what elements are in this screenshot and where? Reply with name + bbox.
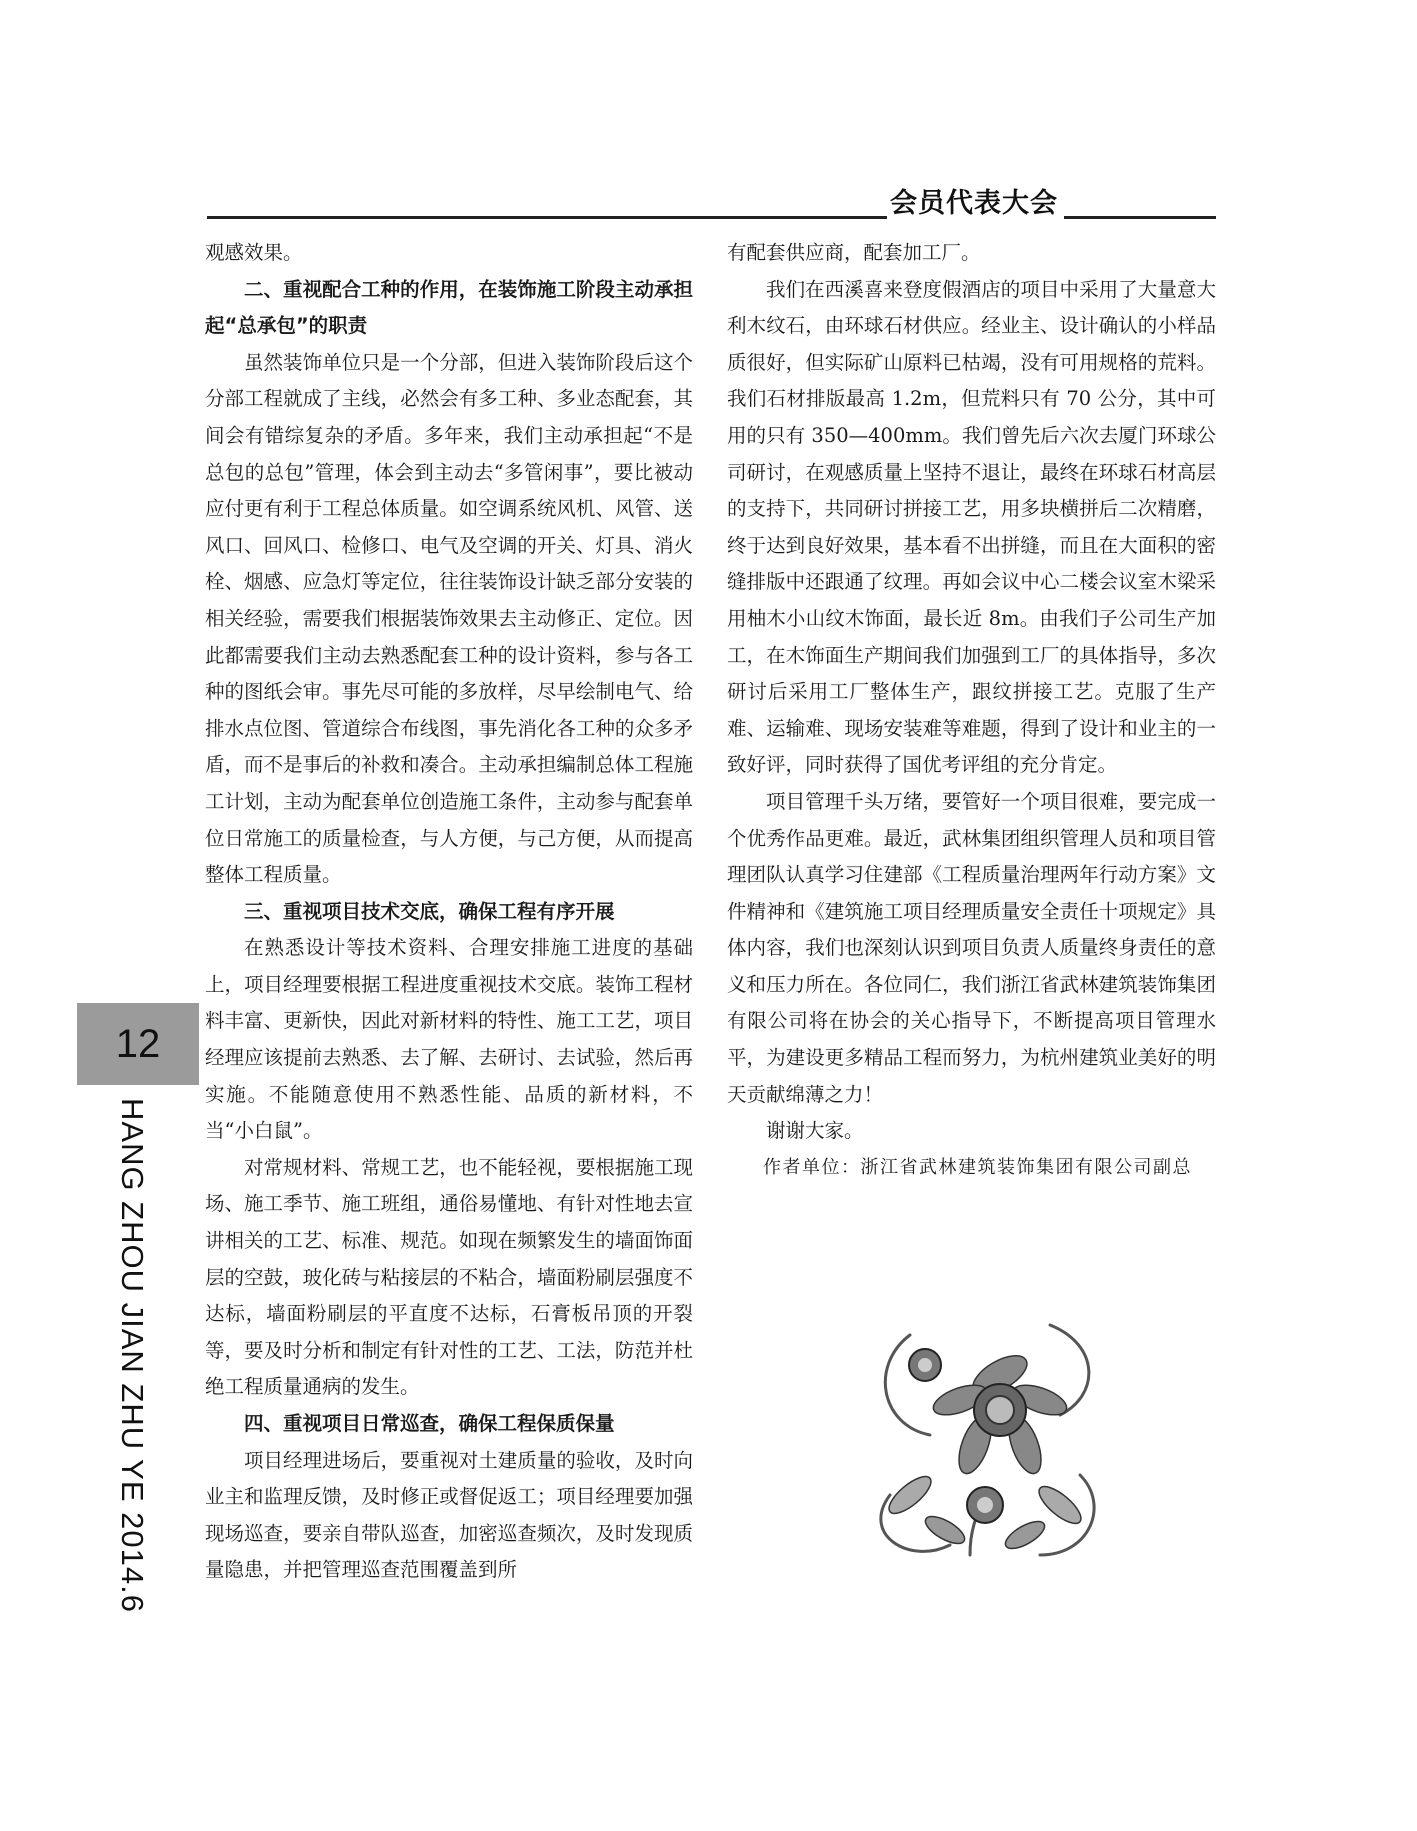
paragraph: 在熟悉设计等技术资料、合理安排施工进度的基础上，项目经理要根据工程进度重视技术交底。装饰工程材料丰富、更新快，因此对新材料的特性、施工工艺，项目经理应该提前去熟悉、去了解、去研讨、去试验，然后再实施。不能随意使用不熟悉性能、品质的新材料，不当“小白鼠”。 [205, 936, 693, 1143]
paragraph: 有配套供应商，配套加工厂。 [727, 241, 981, 264]
page-number: 12 [77, 1003, 199, 1085]
left-column [205, 235, 693, 1589]
journal-name-vertical: HANG ZHOU JIAN ZHU YE 2014.6 [115, 1098, 150, 1613]
flower-ornament-icon [850, 1305, 1115, 1570]
paragraph: 项目管理千头万绪，要管好一个项目很难，要完成一个优秀作品更难。最近，武林集团组织管理人员和项目管理团队认真学习住建部《工程质量治理两年行动方案》文件精神和《建筑施工项目经理质量安全责任十项规定》具体内容，我们也深刻认识到项目负责人质量终身责任的意义和压力所在。各位同仁，我们浙江省武林建筑装饰集团有限公司将在协会的关心指导下，不断提高项目管理水平，为建设更多精品工程而努力，为杭州建筑业美好的明天贡献绵薄之力！ [727, 789, 1216, 1106]
paragraph: 我们在西溪喜来登度假酒店的项目中采用了大量意大利木纹石，由环球石材供应。经业主、设计确认的小样品质很好，但实际矿山原料已枯竭，没有可用规格的荒料。我们石材排版最高 1.2m，但荒料只有 70 公分，其中可用的只有 350—400mm。我们曾先后六次去厦门环球公司研讨，在观感质量上坚持不退让，最终在环球石材高层的支持下，共同研讨拼接工艺，用多块横拼后二次精磨，终于达到良好效果，基本看不出拼缝，而且在大面积的密缝排版中还跟通了纹理。再如会议中心二楼会议室木梁采用柚木小山纹木饰面，最长近 8m。由我们子公司生产加工，在木饰面生产期间我们加强到工厂的具体指导，多次研讨后采用工厂整体生产，跟纹拼接工艺。克服了生产难、运输难、现场安装难等难题，得到了设计和业主的一致好评，同时获得了国优考评组的充分肯定。 [727, 277, 1216, 777]
header-rule-right [1064, 216, 1216, 219]
paragraph: 对常规材料、常规工艺，也不能轻视，要根据施工现场、施工季节、施工班组，通俗易懂地、有针对性地去宣讲相关的工艺、标准、规范。如现在频繁发生的墙面饰面层的空鼓，玻化砖与粘接层的不粘合，墙面粉刷层强度不达标，墙面粉刷层的平直度不达标，石膏板吊顶的开裂等，要及时分析和制定有针对性的工艺、工法，防范并杜绝工程质量通病的发生。 [205, 1155, 693, 1399]
section-heading-3: 三、重视项目技术交底，确保工程有序开展 [244, 899, 615, 923]
author-affiliation: 作者单位：浙江省武林建筑装饰集团有限公司副总 [763, 1156, 1192, 1178]
section-heading-4: 四、重视项目日常巡查，确保工程保质保量 [244, 1412, 615, 1435]
paragraph: 虽然装饰单位只是一个分部，但进入装饰阶段后这个分部工程就成了主线，必然会有多工种、多业态配套，其间会有错综复杂的矛盾。多年来，我们主动承担起“不是总包的总包”管理，体会到主动去“多管闲事”，要比被动应付更有利于工程总体质量。如空调系统风机、风管、送风口、回风口、检修口、电气及空调的开关、灯具、消火栓、烟感、应急灯等定位，往往装饰设计缺乏部分安装的相关经验，需要我们根据装饰效果去主动修正、定位。因此都需要我们主动去熟悉配套工种的设计资料，参与各工种的图纸会审。事先尽可能的多放样，尽早绘制电气、给排水点位图、管道综合布线图，事先消化各工种的众多矛盾，而不是事后的补救和凑合。主动承担编制总体工程施工计划，主动为配套单位创造施工条件，主动参与配套单位日常施工的质量检查，与人方便，与己方便，从而提高整体工程质量。 [205, 350, 693, 887]
paragraph: 谢谢大家。 [766, 1119, 864, 1143]
header-rule-left [207, 216, 887, 219]
paragraph: 项目经理进场后，要重视对土建质量的验收，及时向业主和监理反馈，及时修正或督促返工；项目经理要加强现场巡查，要亲自带队巡查，加密巡查频次，及时发现质量隐患，并把管理巡查范围覆盖到所 [205, 1448, 693, 1582]
section-heading-2: 二、重视配合工种的作用，在装饰施工阶段主动承担起“总承包”的职责 [205, 277, 693, 338]
section-title: 会员代表大会 [890, 188, 1058, 219]
right-column [727, 235, 1216, 1186]
paragraph: 观感效果。 [205, 241, 303, 264]
